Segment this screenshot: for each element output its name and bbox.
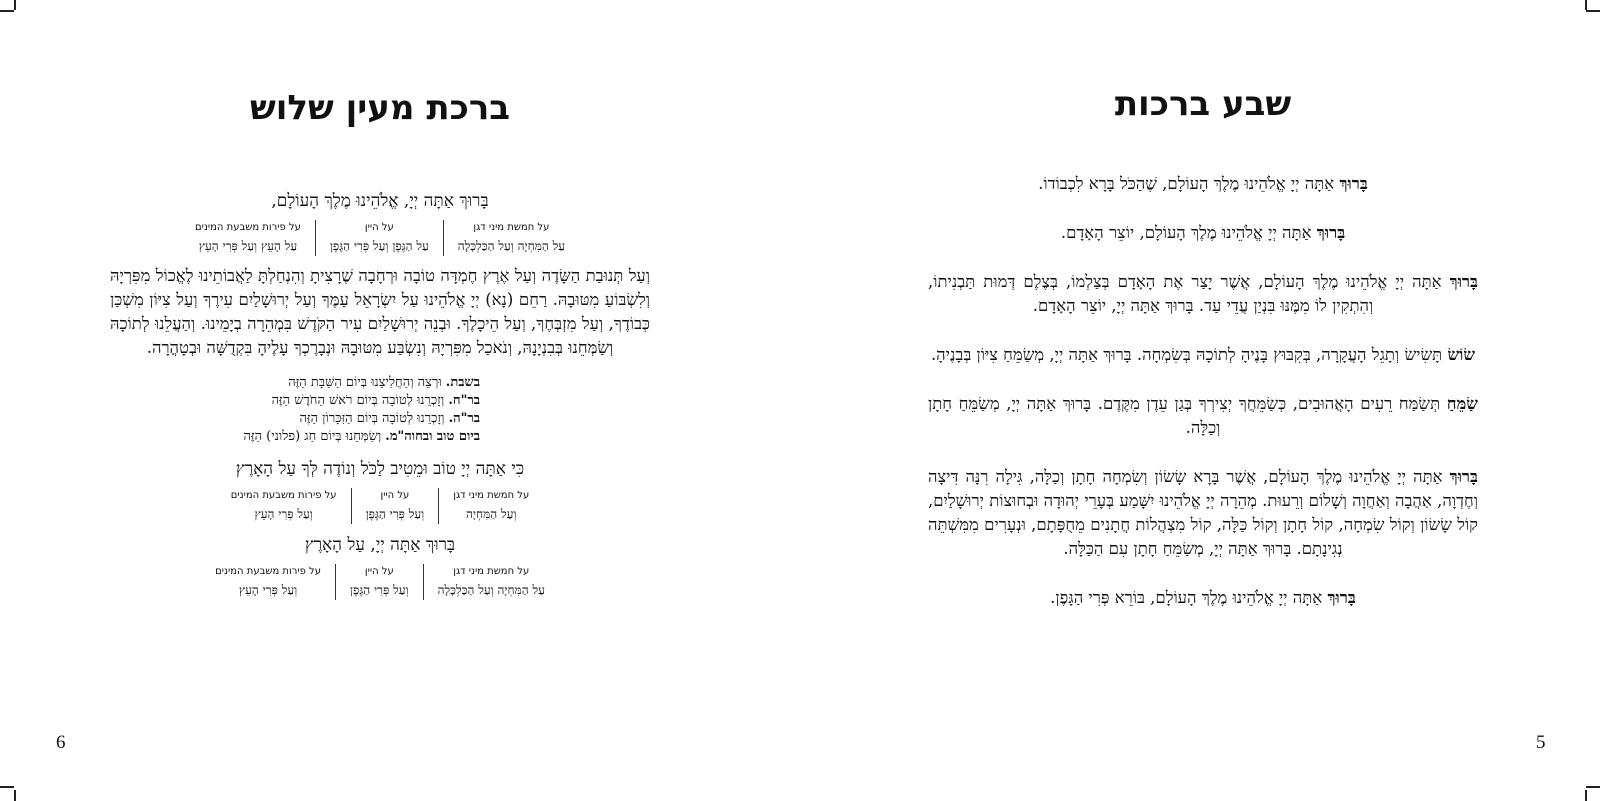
holiday-insertions — [110, 374, 650, 446]
pillar-text: וְעַל פְּרִי הַגֶּפֶן — [365, 507, 425, 521]
insertion-label: ביום טוב ובחוה"מ. — [385, 429, 480, 444]
pillar-text: עַל הַמִּחְיָה וְעַל הַכַּלְכָּלָה — [457, 239, 565, 253]
blessing-7 — [928, 586, 1478, 610]
pillar-heading: על פירות משבעת המינים — [230, 490, 337, 501]
blessing-first-word: בָּרוּךְ — [1316, 223, 1346, 242]
insertion-line — [110, 392, 480, 410]
blessing-first-word: בָּרוּךְ — [1449, 467, 1478, 486]
insertion-text: וְזָכְרֵנוּ לְטוֹבָה בְּיוֹם רֹאשׁ הַחֹדֶשׁ הַזֶּה — [271, 393, 449, 408]
right-page — [928, 0, 1478, 801]
blessing-first-word: בָּרוּךְ — [1339, 174, 1368, 193]
pillar-heading: על היין — [380, 490, 410, 501]
crop-mark-bottom-right-v — [1585, 790, 1587, 801]
right-page-body — [928, 172, 1478, 635]
insertion-text: וְשַׂמְּחֵנוּ בְּיוֹם חַג (פלוני) הַזֶּה — [243, 429, 386, 444]
crop-mark-bottom-left-v — [14, 790, 16, 801]
pillar-heading: על היין — [364, 222, 394, 233]
blessing-text: אַתָּה יְיָ אֱלֹהֵינוּ מֶלֶךְ הָעוֹלָם, שֶׁהַכֹּל בָּרָא לִכְבוֹדוֹ. — [1038, 174, 1340, 193]
crop-mark-top-right-h — [1586, 10, 1600, 12]
blessing-2 — [928, 221, 1478, 245]
pillar-heading: על חמשת מיני דגן — [453, 490, 530, 501]
pillar-grain — [423, 564, 559, 600]
main-paragraph: וְעַל תְּנוּבַת הַשָּׂדֶה וְעַל אֶרֶץ חֶמְדָּה טוֹבָה וּרְחָבָה שֶׁרָצִיתָ וְהִנְחַלְתָּ לַאֲבוֹתֵינוּ לֶאֱכוֹל מִפִּרְיָהּ וְלִשְׂבּוֹעַ מִטּוּבָהּ. רַחֵם (נָא) יְיָ אֱלֹהֵינוּ עַל יִשְׂרָאֵל עַמֶּךָ וְעַל יְרוּשָׁלַיִם עִירֶךָ וְעַל צִיּוֹן מִשְׁכַּן כְּבוֹדֶךָ, וְעַל מִזְבְּחֶךָ, וְעַל הֵיכָלֶךָ. וּבְנֵה יְרוּשָׁלַיִם עִיר הַקֹּדֶשׁ בִּמְהֵרָה בְיָמֵינוּ. וְהַעֲלֵנוּ לְתוֹכָהּ וְשַׂמְּחֵנוּ בְּבִנְיָנָהּ, וְנֹאכַל מִפִּרְיָהּ וְנִשְׂבַּע מִטּוּבָהּ וּנְבָרֶכְךָ עָלֶיהָ בִּקְדֻשָּׁה וּבְטָהֳרָה. — [110, 266, 650, 357]
insertion-text: וּרְצֵה וְהַחֲלִיצֵנוּ בְּיוֹם הַשַּׁבָּת הַזֶּה — [288, 375, 446, 390]
insertion-line — [110, 374, 480, 392]
pillar-text: עַל הָעֵץ וְעַל פְּרִי הָעֵץ — [198, 239, 298, 253]
blessing-3 — [928, 270, 1478, 318]
baruch-closing-line: בָּרוּךְ אַתָּה יְיָ, עַל הָאָרֶץ — [304, 535, 456, 555]
blessing-first-word: שַׂמֵּחַ — [1446, 394, 1478, 413]
crop-mark-top-left-v — [14, 0, 16, 10]
pillars-group-1 — [110, 220, 650, 256]
pillar-fruit — [217, 488, 351, 524]
blessing-text: אַתָּה יְיָ אֱלֹהֵינוּ מֶלֶךְ הָעוֹלָם, אֲשֶׁר בָּרָא שָׂשׂוֹן וְשִׂמְחָה חָתָן וְכַלָּה, גִּילָה רִנָּה דִּיצָה וְחֶדְוָה, אַהֲבָה וְאַחֲוָה וְשָׁלוֹם וְרֵעוּת. מְהֵרָה יְיָ אֱלֹהֵינוּ יִשָּׁמַע בְּעָרֵי יְהוּדָה וּבְחוּצוֹת יְרוּשָׁלַיִם, קוֹל שָׂשׂוֹן וְקוֹל שִׂמְחָה, קוֹל חָתָן וְקוֹל כַּלָּה, קוֹל מִצְהֲלוֹת חֲתָנִים מֵחֻפָּתָם, וּנְעָרִים מִמִּשְׁתֵּה נְגִינָתָם. בָּרוּךְ אַתָּה יְיָ, מְשַׂמֵּחַ חָתָן עִם הַכַּלָּה. — [928, 467, 1478, 558]
pillar-heading: על פירות משבעת המינים — [215, 566, 321, 577]
page-title: ברכת מעין שלוש — [249, 88, 511, 128]
pillar-heading: על היין — [364, 566, 394, 577]
insertion-text: וְזָכְרֵנוּ לְטוֹבָה בְּיוֹם הַזִּכָּרוֹן הַזֶּה — [299, 411, 449, 426]
pillar-wine — [315, 220, 443, 256]
crop-mark-top-left-h — [0, 10, 14, 12]
blessing-text: אַתָּה יְיָ אֱלֹהֵינוּ מֶלֶךְ הָעוֹלָם, בּוֹרֵא פְּרִי הַגָּפֶן. — [1050, 588, 1328, 607]
blessing-5 — [928, 392, 1478, 440]
pillar-wine — [335, 564, 423, 600]
blessing-6 — [928, 465, 1478, 561]
pillar-grain — [443, 220, 579, 256]
pillar-wine — [351, 488, 439, 524]
blessing-text: תָּשִׂישׂ וְתָגֵל הָעֲקָרָה, בְּקִבּוּץ בָּנֶיהָ לְתוֹכָהּ בְּשִׂמְחָה. בָּרוּךְ אַתָּה יְיָ, מְשַׂמֵּחַ צִיּוֹן בְּבָנֶיהָ. — [930, 345, 1448, 364]
pillars-group-2 — [110, 488, 650, 524]
page-number-right: 5 — [1536, 732, 1546, 753]
page-number-left: 6 — [56, 732, 66, 753]
insertion-line — [110, 428, 480, 446]
pillar-text: וְעַל פְּרִי הָעֵץ — [238, 583, 298, 597]
opening-line: בָּרוּךְ אַתָּה יְיָ, אֱלֹהֵינוּ מֶלֶךְ הָעוֹלָם, — [271, 191, 489, 211]
page-title: שבע ברכות — [1114, 84, 1292, 124]
pillar-text: וְעַל פְּרִי הָעֵץ — [254, 507, 313, 521]
blessing-4 — [928, 343, 1478, 367]
pillar-grain — [438, 488, 543, 524]
pillar-fruit — [201, 564, 335, 600]
insertion-label: בר"ה. — [448, 411, 480, 426]
crop-mark-bottom-left-h — [0, 786, 14, 788]
ki-ata-line: כִּי אַתָּה יְיָ טוֹב וּמֵטִיב לַכֹּל וְנוֹדֶה לְּךָ עַל הָאָרֶץ — [235, 459, 525, 479]
pillar-text: וְעַל פְּרִי הַגֶּפֶן — [349, 583, 409, 597]
crop-mark-top-right-v — [1585, 0, 1587, 10]
pillar-text: וְעַל הַמִּחְיָה — [466, 507, 517, 521]
insertion-label: בר"ח. — [448, 393, 480, 408]
pillar-heading: על חמשת מיני דגן — [473, 222, 550, 233]
blessing-first-word: בָּרוּךְ — [1327, 588, 1356, 607]
crop-mark-bottom-right-h — [1586, 786, 1600, 788]
pillar-heading: על פירות משבעת המינים — [195, 222, 301, 233]
pillar-text: עַל הַגֶּפֶן וְעַל פְּרִי הַגֶּפֶן — [329, 239, 429, 253]
pillar-fruit — [181, 220, 315, 256]
blessing-first-word: שׂוֹשׂ — [1447, 345, 1476, 364]
left-page-body — [110, 188, 650, 608]
pillars-group-3 — [110, 564, 650, 600]
pillar-heading: על חמשת מיני דגן — [453, 566, 530, 577]
blessing-text: אַתָּה יְיָ אֱלֹהֵינוּ מֶלֶךְ הָעוֹלָם, אֲשֶׁר יָצַר אֶת הָאָדָם בְּצַלְמוֹ, בְּצֶלֶם דְּמוּת תַּבְנִיתוֹ, וְהִתְקִין לוֹ מִמֶּנּוּ בִּנְיַן עֲדֵי עַד. בָּרוּךְ אַתָּה יְיָ, יוֹצֵר הָאָדָם. — [928, 272, 1450, 315]
blessing-text: תְּשַׂמַּח רֵעִים הָאֲהוּבִים, כְּשַׂמֵּחֲךָ יְצִירְךָ בְּגַן עֵדֶן מִקֶּדֶם. בָּרוּךְ אַתָּה יְיָ, מְשַׂמֵּחַ חָתָן וְכַלָּה. — [928, 394, 1447, 437]
blessing-1 — [928, 172, 1478, 196]
pillar-text: עַל הַמִּחְיָה וְעַל הַכַּלְכָּלָה — [437, 583, 545, 597]
blessing-first-word: בָּרוּךְ — [1449, 272, 1478, 291]
insertion-line — [110, 410, 480, 428]
left-page — [110, 0, 650, 801]
insertion-label: בשבת. — [445, 375, 480, 390]
blessing-text: אַתָּה יְיָ אֱלֹהֵינוּ מֶלֶךְ הָעוֹלָם, יוֹצֵר הָאָדָם. — [1060, 223, 1317, 242]
